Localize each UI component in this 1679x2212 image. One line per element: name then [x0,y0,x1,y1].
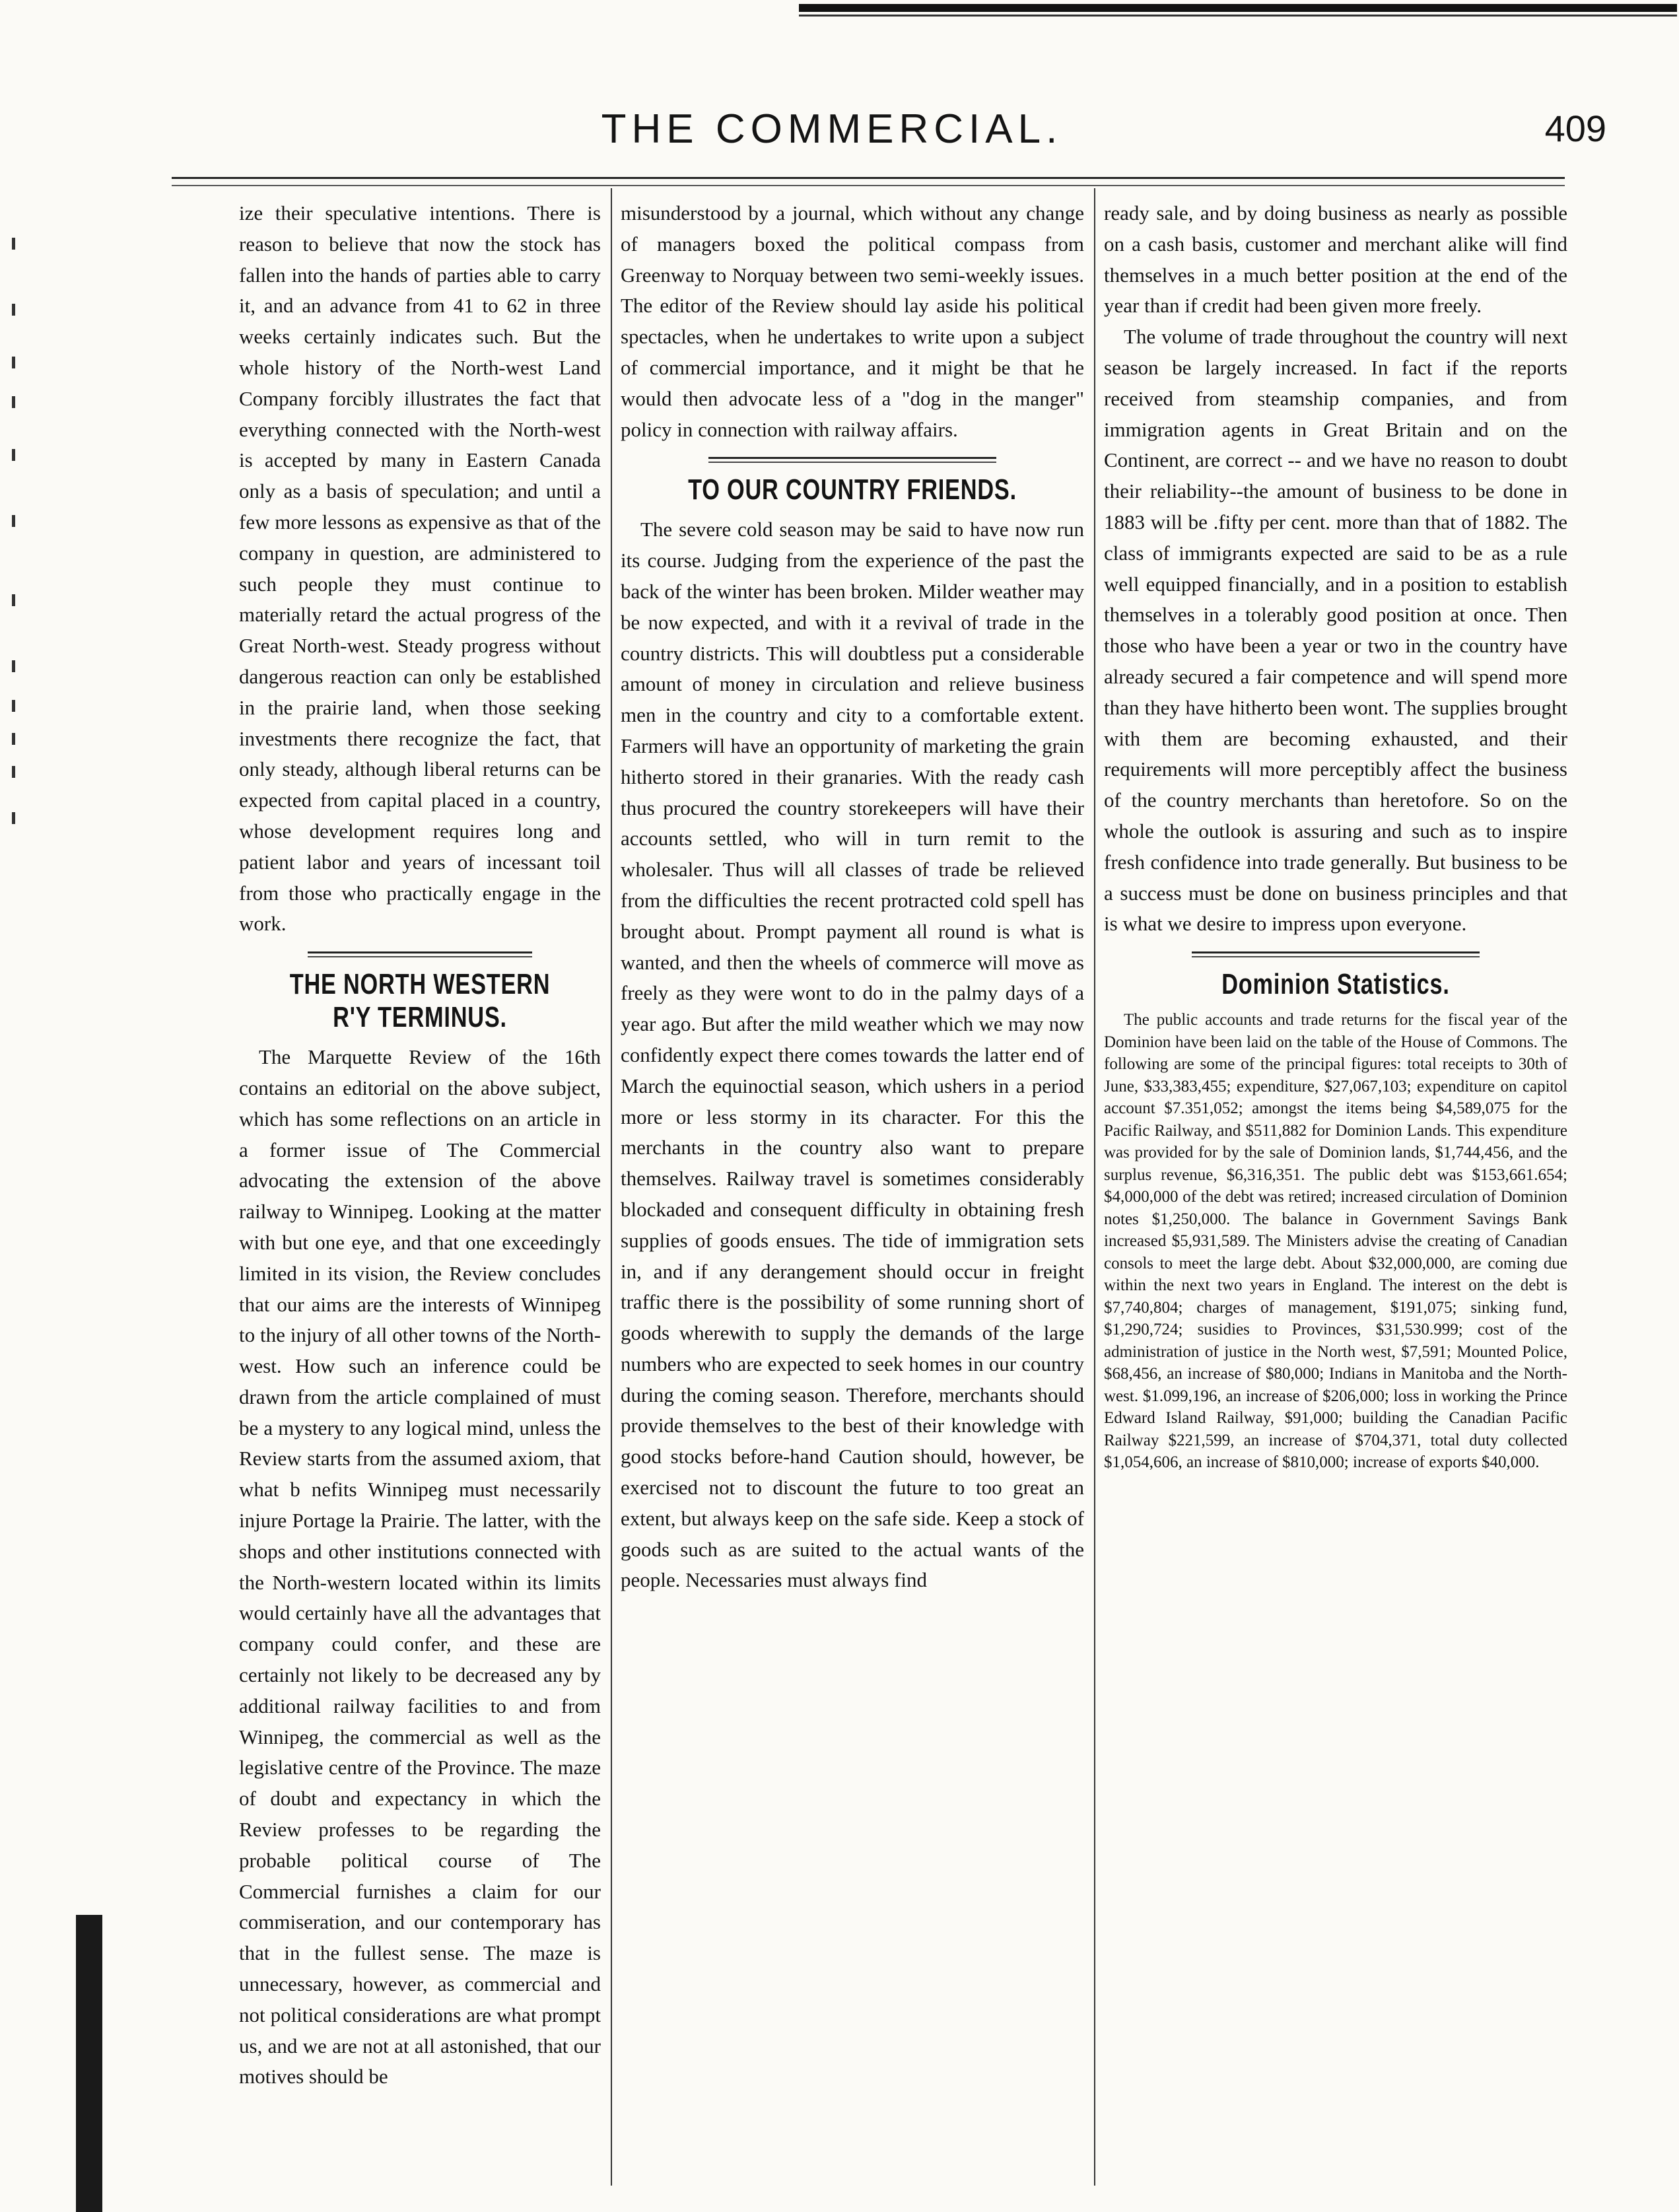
scan-edge-shadow [76,1915,102,2212]
article-heading: THE NORTH WESTERN R'Y TERMINUS. [289,968,551,1034]
continued-paragraph: ready sale, and by doing business as nearly as possible on a cash basis, customer and merchant alike will find themselves in a much better position at the end of the year than if credit had been given more freely. [1104,201,1567,318]
masthead [0,106,1679,165]
top-border-line [799,15,1677,17]
page-title: THE COMMERCIAL. [601,106,1063,152]
page-number: 409 [1544,108,1606,149]
scan-margin-marks [0,0,20,2212]
article-body: The volume of trade throughout the country will next season be largely increased. In fact if the reports received from steamship companies, and from immigration agents in Great Britain and on the Continent, are correct -- and we have no reason to doubt their reliability--the amount of business to be done in 1883 will be .fifty per cent. more than that of 1882. The class of immigrants expected are said to be as a rule well equipped financially, and in a position to establish themselves in a tolerably good position at once. Then those who have been a year or two in the country have already secured a fair competence and will spend more than they have hitherto been wont. The supplies brought with them are becoming exhausted, and their requirements will more perceptibly affect the business of the country merchants than heretofore. So on the whole the outlook is assuring and such as to inspire fresh confidence into trade generally. But business to be a success must be done on business principles and that is what we desire to impress upon everyone. [1104,325,1567,936]
article-heading: Dominion Statistics. [1221,968,1450,1001]
section-rule-thin [308,956,532,957]
section-rule [1192,951,1479,953]
section-rule-thin [1192,956,1479,957]
column-divider-1 [611,188,612,2186]
continued-paragraph: misunderstood by a journal, which without any change of managers boxed the political compass from Greenway to Norquay between two semi-weekly issues. The editor of the Review should lay aside his political spectacles, when he undertakes to write upon a subject of commercial importance, and it might be that he would then advocate less of a "dog in the manger" policy in connection with railway affairs. [621,201,1084,441]
column-divider-2 [1094,188,1095,2186]
header-rule [172,177,1565,179]
column-3 [1104,198,1567,1474]
article-body: The Marquette Review of the 16th contains an editorial on the above subject, which has some reflections on an article in a former issue of The Commercial advocating the extension of the above railway to Winnipeg. Looking at the matter with but one eye, and that one exceedingly limited in its vision, the Review concludes that our aims are the interests of Winnipeg to the injury of all other towns of the North-west. How such an inference could be drawn from the article complained of must be a mystery to any logical mind, unless the Review starts from the assumed axiom, that what b nefits Winnipeg must necessarily injure Portage la Prairie. The latter, with the shops and other institutions connected with the North-western located within its limits would certainly have all the advantages that company could confer, and these are certainly not likely to be decreased any by additional railway facilities to and from Winnipeg, the commercial as well as the legislative centre of the Province. The maze of doubt and expectancy in which the Review professes to be regarding the probable political course of The Commercial furnishes a claim for our commiseration, and our contemporary has that in the fullest sense. The maze is unnecessary, however, as commercial and not political considerations are what prompt us, and we are not at all astonished, that our motives should be [239,1045,601,2089]
statistics-body: The public accounts and trade returns for the fiscal year of the Dominion have been laid on the table of the House of Commons. The following are some of the principal figures: total receipts to 30th of June, $33,383,455; expenditure, $27,067,103; expenditure on capitol account $7.351,052; amongst the items being $4,589,075 for the Pacific Railway, and $511,882 for Dominion Lands. This expenditure was provided for by the sale of Dominion lands, $1,744,456, and the surplus revenue, $6,316,351. The public debt was $153,661.654; $4,000,000 of the debt was retired; increased circulation of Dominion notes $1,250,000. The balance in Government Savings Bank increased $5,931,589. The Ministers advise the creating of Canadian consols to meet the large debt. About $32,000,000, are coming due within the next two years in England. The interest on the debt is $7,740,804; charges of management, $191,075; sinking fund, $1,290,724; susidies to Provinces, $31,530.999; cost of the administration of justice in the North west, $7,591; Mounted Police, $68,456, an increase of $80,000; Indians in Manitoba and the North-west. $1.099,196, an increase of $206,000; loss in working the Prince Edward Island Railway, $91,000; building the Canadian Pacific Railway $221,599, an increase of $704,371, total duty collected $1,054,606, an increase of $810,000; increase of exports $40,000. [1104,1011,1567,1472]
article-body: The severe cold season may be said to have now run its course. Judging from the experience of the past the back of the winter has been broken. Milder weather may be now expected, and with it a revival of trade in the country districts. This will doubtless put a considerable amount of money in circulation and relieve business men in the country and city to a comfortable extent. Farmers will have an opportunity of marketing the grain hitherto stored in their granaries. With the ready cash thus procured the country storekeepers will have their accounts settled, who will in turn remit to the wholesaler. Thus will all classes of trade be relieved from the difficulties the recent protracted cold spell has brought about. Prompt payment all round is what is wanted, and then the wheels of commerce will move as freely as they were wont to do in the palmy days of a year ago. But after the mild weather which we may now confidently expect there comes towards the latter end of March the equinoctial season, which ushers in a period more or less stormy in its character. For this the merchants in the country also want to prepare themselves. Railway travel is sometimes considerably blockaded and consequent difficulty in obtaining fresh supplies of goods ensues. The tide of immigration sets in, and if any derangement should occur in freight traffic there is the possibility of some running short of goods wherewith to supply the demands of the large numbers who are expected to seek homes in our country during the coming season. Therefore, merchants should provide themselves to the best of their knowledge with good stocks before-hand Caution should, however, be exercised not to discount the future to too great an extent, but always keep on the safe side. Keep a stock of goods such as are suited to the actual wants of the people. Necessaries must always find [621,518,1084,1592]
article-heading: TO OUR COUNTRY FRIENDS. [688,473,1017,506]
header-rule-thin [172,185,1565,186]
column-2 [621,198,1084,1596]
section-rule-thin [708,462,996,463]
section-rule [308,951,532,953]
top-border-bar [799,4,1677,12]
continued-paragraph: ize their speculative intentions. There is reason to believe that now the stock has fallen into the hands of parties able to carry it, and an advance from 41 to 62 in three weeks certainly indicates such. But the whole history of the North-west Land Company forcibly illustrates the fact that everything connected with the North-west is accepted by many in Eastern Canada only as a basis of speculation; and until a few more lessons as expensive as that of the company in question, are administered to such people they must continue to materially retard the actual progress of the Great North-west. Steady progress without dangerous reaction can only be established in the prairie land, when those seeking investments there recognize the fact, that only steady, although liberal returns can be expected from capital placed in a country, whose development requires long and patient labor and years of incessant toil from those who practically engage in the work. [239,201,601,936]
section-rule [708,457,996,459]
column-1 [239,198,601,2092]
